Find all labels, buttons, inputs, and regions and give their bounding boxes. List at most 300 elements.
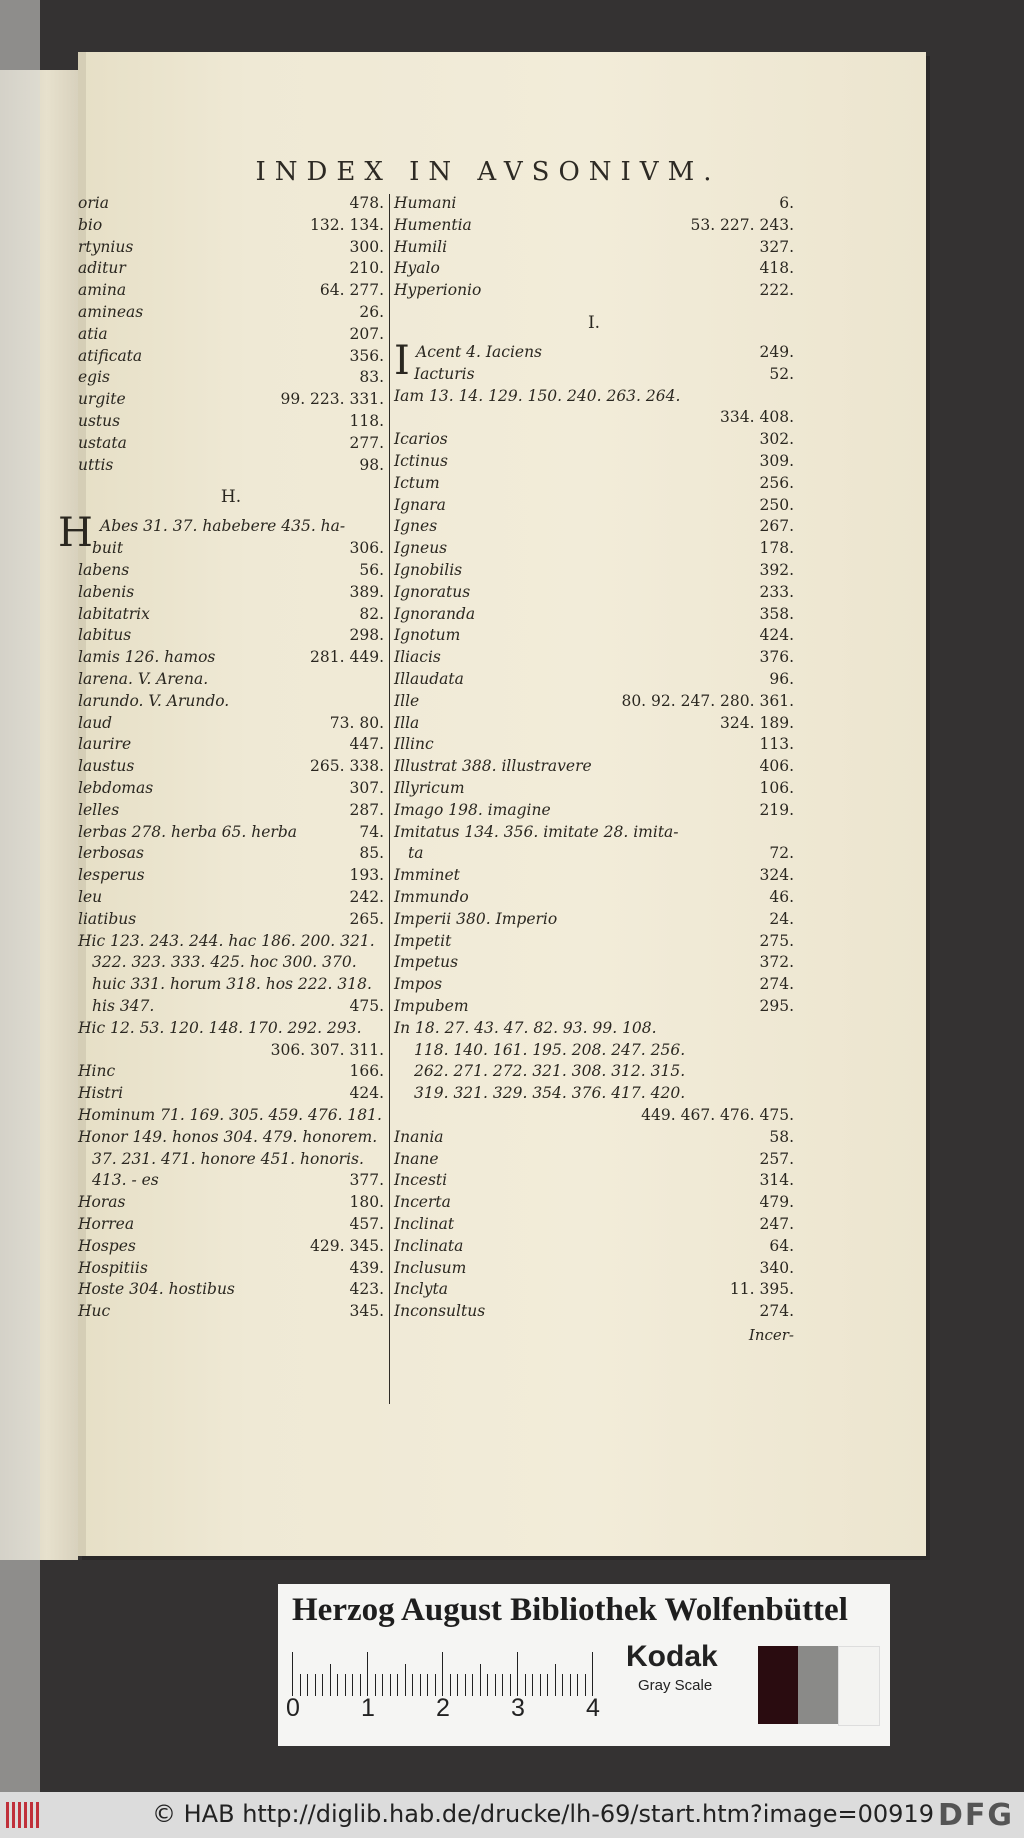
hab-logo-icon <box>6 1802 46 1828</box>
index-term: Hyalo <box>394 259 440 278</box>
index-entry <box>78 1062 384 1084</box>
index-entry <box>78 412 384 434</box>
ruler-tick <box>352 1674 353 1696</box>
index-page-refs: 267. <box>759 517 794 536</box>
footer-credit-link[interactable]: © HAB http://diglib.hab.de/drucke/lh-69/start.htm?image=00919 <box>152 1800 934 1828</box>
index-entry <box>394 953 794 975</box>
catchword: Incer- <box>748 1326 794 1344</box>
section-letter: I. <box>587 313 601 333</box>
index-entry <box>78 692 384 714</box>
ruler-tick <box>502 1674 503 1696</box>
index-page-refs: 106. <box>759 779 794 797</box>
index-term: labitus <box>78 626 132 645</box>
index-page-refs: 85. <box>359 844 384 863</box>
index-page-refs: 99. 223. 331. <box>280 390 384 409</box>
index-entry <box>78 779 384 801</box>
index-term: Impubem <box>394 997 469 1015</box>
index-term: Humani <box>394 194 457 212</box>
index-term: 37. 231. 471. honore 451. honoris. <box>92 1149 364 1168</box>
index-entry <box>394 1106 794 1128</box>
index-page-refs: 306. <box>349 539 384 558</box>
index-entry <box>78 238 384 260</box>
index-entry <box>78 670 384 692</box>
ruler-tick <box>322 1674 323 1696</box>
kodak-logo: Kodak <box>626 1640 718 1673</box>
index-term: 118. 140. 161. 195. 208. 247. 256. <box>414 1040 686 1059</box>
index-term: oria <box>78 194 109 212</box>
index-term: Ille <box>394 691 420 710</box>
ruler-tick <box>382 1674 383 1696</box>
book-page <box>58 52 926 1556</box>
index-entry <box>78 1193 384 1215</box>
index-page-refs: 64. 277. <box>319 281 384 300</box>
index-page-refs: 358. <box>759 604 794 623</box>
index-term: Immundo <box>394 888 469 906</box>
index-term: Hoste 304. hostibus <box>78 1280 235 1299</box>
index-term: Inconsultus <box>394 1302 486 1321</box>
ruler-tick <box>345 1674 346 1696</box>
index-term: Inclusum <box>394 1258 467 1277</box>
index-term: lelles <box>78 800 120 819</box>
index-page-refs: 257. <box>759 1149 794 1168</box>
index-entry <box>78 1237 384 1259</box>
index-entry <box>394 408 794 430</box>
index-term: Iam 13. 14. 129. 150. 240. 263. 264. <box>394 386 681 405</box>
index-term: Iliacis <box>394 648 441 667</box>
index-page-refs: 418. <box>759 259 794 278</box>
index-page-refs: 132. 134. <box>310 215 384 234</box>
index-term: 322. 323. 333. 425. hoc 300. 370. <box>92 953 357 972</box>
index-entry <box>394 605 794 627</box>
index-entry <box>78 325 384 347</box>
ruler-tick <box>315 1674 316 1696</box>
index-entry <box>394 844 794 866</box>
index-term: Hinc <box>78 1062 116 1081</box>
index-entry <box>394 866 794 888</box>
index-entry <box>394 692 794 714</box>
index-page-refs: 277. <box>349 433 384 452</box>
index-entry <box>394 365 794 387</box>
ruler-tick <box>570 1674 571 1696</box>
index-entry <box>78 997 384 1019</box>
ruler-tick <box>517 1652 518 1696</box>
index-entry <box>394 932 794 954</box>
index-entry <box>78 539 384 561</box>
index-page-refs: 439. <box>349 1258 384 1277</box>
index-page-refs: 424. <box>349 1084 384 1103</box>
index-page-refs: 11. 395. <box>729 1280 794 1299</box>
index-entry <box>78 757 384 779</box>
index-page-refs: 265. 338. <box>310 757 384 776</box>
index-entry <box>78 1171 384 1193</box>
index-term: Ignes <box>394 517 438 536</box>
index-term: lesperus <box>78 866 145 885</box>
index-entry <box>78 735 384 757</box>
index-term: liatibus <box>78 909 137 928</box>
index-entry <box>394 259 794 281</box>
index-entry <box>394 1215 794 1237</box>
index-entry <box>394 496 794 518</box>
index-term: labens <box>78 561 130 579</box>
index-page-refs: 345. <box>349 1302 384 1321</box>
index-term: atia <box>78 324 108 343</box>
index-page-refs: 377. <box>349 1171 384 1190</box>
color-patch-white <box>838 1646 880 1726</box>
index-entry <box>78 605 384 627</box>
ruler-tick <box>487 1674 488 1696</box>
index-entry <box>394 1019 794 1041</box>
ruler-tick <box>405 1664 406 1696</box>
index-page-refs: 74. <box>359 822 384 841</box>
index-entry <box>394 626 794 648</box>
index-page-refs: 26. <box>359 303 384 321</box>
index-page-refs: 210. <box>349 259 384 278</box>
index-page-refs: 72. <box>769 844 794 863</box>
section-letter: H. <box>220 487 242 508</box>
index-term: lebdomas <box>78 779 154 797</box>
index-term: Inania <box>394 1127 444 1146</box>
index-entry <box>394 1041 794 1063</box>
index-page-refs: 219. <box>759 800 794 819</box>
previous-page-strip <box>0 0 40 1792</box>
index-page-refs: 327. <box>759 237 794 256</box>
page-heading: INDEX IN AVSONIVM. <box>255 157 721 187</box>
index-entry <box>394 430 794 452</box>
index-page-refs: 53. 227. 243. <box>690 215 794 234</box>
index-term: Ignoranda <box>394 604 476 623</box>
index-entry <box>78 1128 384 1150</box>
index-term: Hic 12. 53. 120. 148. 170. 292. 293. <box>78 1018 362 1037</box>
ruler-tick <box>472 1674 473 1696</box>
viewer-footer <box>0 1792 1024 1838</box>
index-page-refs: 249. <box>759 343 794 361</box>
ruler-tick <box>420 1674 421 1696</box>
index-entry <box>78 932 384 954</box>
index-entry <box>78 517 384 539</box>
index-term: amineas <box>78 303 144 321</box>
ruler-tick <box>540 1674 541 1696</box>
index-term: ustus <box>78 412 121 430</box>
index-entry <box>78 194 384 216</box>
index-page-refs: 309. <box>759 452 794 470</box>
index-entry <box>78 1302 384 1324</box>
index-entry <box>394 1150 794 1172</box>
ruler-tick <box>457 1674 458 1696</box>
index-entry <box>394 281 794 303</box>
ruler-tick <box>555 1664 556 1696</box>
index-term: atificata <box>78 346 143 365</box>
index-page-refs: 180. <box>349 1193 384 1212</box>
index-entry <box>394 823 794 845</box>
index-term: Incesti <box>394 1171 448 1190</box>
index-term: Icarios <box>394 430 448 449</box>
index-entry <box>78 1084 384 1106</box>
ruler-tick <box>562 1674 563 1696</box>
index-entry <box>394 1259 794 1281</box>
index-entry <box>394 216 794 238</box>
index-entry <box>78 216 384 238</box>
ruler-tick <box>585 1674 586 1696</box>
index-page-refs: 306. 307. 311. <box>270 1040 384 1059</box>
index-entry <box>78 1106 384 1128</box>
index-term: Impetus <box>394 953 459 972</box>
index-page-refs: 429. 345. <box>310 1236 384 1255</box>
index-term: Ignotum <box>394 626 461 645</box>
index-entry <box>78 975 384 997</box>
index-page-refs: 314. <box>759 1171 794 1190</box>
index-page-refs: 392. <box>759 561 794 579</box>
index-page-refs: 64. <box>769 1236 794 1255</box>
index-entry <box>394 1280 794 1302</box>
index-entry <box>78 1259 384 1281</box>
index-term: Illa <box>394 713 420 732</box>
index-entry <box>394 583 794 605</box>
column-divider <box>389 194 390 1404</box>
index-term: aditur <box>78 259 126 278</box>
index-term: laustus <box>78 757 135 776</box>
index-entry <box>394 1062 794 1084</box>
index-page-refs: 73. 80. <box>329 713 384 732</box>
drop-capital: H <box>58 510 93 557</box>
index-term: Illyricum <box>394 779 465 797</box>
color-patch-gray <box>798 1646 838 1724</box>
index-entry <box>394 1193 794 1215</box>
index-page-refs: 242. <box>349 888 384 906</box>
index-term: lerbosas <box>78 844 144 863</box>
index-entry <box>78 347 384 369</box>
index-term: his 347. <box>92 997 155 1015</box>
index-page-refs: 302. <box>759 430 794 449</box>
index-term: Incerta <box>394 1193 451 1212</box>
index-entry <box>394 997 794 1019</box>
index-term: labitatrix <box>78 604 150 623</box>
index-term: Inclyta <box>394 1280 448 1299</box>
library-name: Herzog August Bibliothek Wolfenbüttel <box>292 1592 848 1628</box>
index-entry <box>78 561 384 583</box>
index-term: larena. V. Arena. <box>78 670 209 688</box>
index-page-refs: 334. 408. <box>720 408 794 427</box>
index-page-refs: 52. <box>769 364 794 383</box>
index-page-refs: 295. <box>759 997 794 1015</box>
index-term: laurire <box>78 735 132 754</box>
index-term: Illustrat 388. illustravere <box>394 757 592 776</box>
ruler-number: 3 <box>511 1694 525 1722</box>
index-term: bio <box>78 215 103 234</box>
index-page-refs: 46. <box>769 888 794 906</box>
index-term: Impetit <box>394 931 452 950</box>
index-entry <box>78 648 384 670</box>
index-term: Acent 4. Iaciens <box>416 343 543 361</box>
ruler-tick <box>592 1652 593 1696</box>
index-page-refs: 265. <box>349 909 384 928</box>
index-page-refs: 424. <box>759 626 794 645</box>
index-term: laud <box>78 713 113 732</box>
index-entry <box>78 953 384 975</box>
ruler-tick <box>397 1674 398 1696</box>
index-term: Iacturis <box>414 364 475 383</box>
index-term: uttis <box>78 455 114 474</box>
index-entry <box>394 474 794 496</box>
ruler-tick <box>525 1674 526 1696</box>
index-term: Histri <box>78 1084 124 1103</box>
index-page-refs: 207. <box>349 324 384 343</box>
index-term: Ignoratus <box>394 582 471 601</box>
index-page-refs: 178. <box>759 539 794 558</box>
index-term: Illinc <box>394 735 434 754</box>
index-page-refs: 449. 467. 476. 475. <box>641 1106 794 1124</box>
index-term: Inclinat <box>394 1215 455 1233</box>
ruler-tick <box>577 1674 578 1696</box>
index-entry <box>78 583 384 605</box>
index-page-refs: 324. <box>759 866 794 885</box>
index-term: Illaudata <box>394 670 464 688</box>
ruler-number: 4 <box>586 1694 600 1722</box>
index-entry <box>394 238 794 260</box>
ruler-number: 1 <box>361 1694 375 1722</box>
index-page-refs: 247. <box>759 1215 794 1233</box>
ruler-tick <box>390 1674 391 1696</box>
index-page-refs: 274. <box>759 975 794 994</box>
index-page-refs: 274. <box>759 1302 794 1321</box>
index-entry <box>78 844 384 866</box>
index-page-refs: 166. <box>349 1062 384 1081</box>
index-entry <box>394 801 794 823</box>
index-entry <box>394 910 794 932</box>
index-term: 262. 271. 272. 321. 308. 312. 315. <box>414 1062 686 1081</box>
index-term: Humentia <box>394 215 472 234</box>
index-entry <box>78 303 384 325</box>
ruler-tick <box>480 1664 481 1696</box>
index-term: lerbas 278. herba 65. herba <box>78 822 297 841</box>
ruler-number: 0 <box>286 1694 300 1722</box>
index-term: Imago 198. imagine <box>394 800 551 819</box>
index-entry <box>394 343 794 365</box>
index-term: Ignara <box>394 495 446 514</box>
index-page-refs: 423. <box>349 1280 384 1299</box>
index-entry <box>78 1041 384 1063</box>
index-entry <box>394 452 794 474</box>
index-entry <box>78 259 384 281</box>
index-entry <box>394 1084 794 1106</box>
index-page-refs: 56. <box>359 561 384 579</box>
index-term: Honor 149. honos 304. 479. honorem. <box>78 1127 378 1146</box>
index-term: Imitatus 134. 356. imitate 28. imita- <box>394 822 679 841</box>
index-page-refs: 256. <box>759 473 794 492</box>
dfg-logo: DFG <box>937 1798 1014 1833</box>
index-entry <box>394 1302 794 1324</box>
index-page-refs: 307. <box>349 779 384 797</box>
index-term: Hominum 71. 169. 305. 459. 476. 181. <box>78 1106 382 1124</box>
index-entry <box>394 779 794 801</box>
index-page-refs: 275. <box>759 931 794 950</box>
index-term: ta <box>408 844 424 863</box>
index-term: leu <box>78 888 103 906</box>
index-entry <box>78 368 384 390</box>
index-term: Hic 123. 243. 244. hac 186. 200. 321. <box>78 931 375 950</box>
index-term: 319. 321. 329. 354. 376. 417. 420. <box>414 1084 686 1103</box>
index-term: larundo. V. Arundo. <box>78 691 230 710</box>
index-page-refs: 406. <box>759 757 794 776</box>
index-entry <box>394 1128 794 1150</box>
index-entry <box>78 456 384 478</box>
index-entry <box>394 517 794 539</box>
index-term: ustata <box>78 433 127 452</box>
index-entry <box>394 888 794 910</box>
index-term: lamis 126. hamos <box>78 648 216 667</box>
ruler-tick <box>435 1674 436 1696</box>
index-page-refs: 287. <box>349 800 384 819</box>
index-page-refs: 376. <box>759 648 794 667</box>
index-entry <box>394 648 794 670</box>
index-term: Ignobilis <box>394 561 463 579</box>
index-page-refs: 478. <box>349 194 384 212</box>
index-term: Hospitiis <box>78 1258 148 1277</box>
ruler-tick <box>450 1674 451 1696</box>
index-entry <box>78 281 384 303</box>
index-term: In 18. 27. 43. 47. 82. 93. 99. 108. <box>394 1018 657 1037</box>
index-page-refs: 298. <box>349 626 384 645</box>
ruler-tick <box>465 1674 466 1696</box>
index-page-refs: 457. <box>349 1215 384 1233</box>
index-page-refs: 233. <box>759 582 794 601</box>
index-entry <box>394 1171 794 1193</box>
calibration-card <box>278 1584 890 1746</box>
index-term: Impos <box>394 975 443 994</box>
index-term: Inane <box>394 1149 439 1168</box>
index-term: rtynius <box>78 237 134 256</box>
ruler-tick <box>510 1674 511 1696</box>
index-page-refs: 113. <box>759 735 794 754</box>
index-entry <box>394 975 794 997</box>
index-entry <box>78 434 384 456</box>
index-entry <box>394 735 794 757</box>
index-term: Horrea <box>78 1215 135 1233</box>
ruler-tick <box>337 1674 338 1696</box>
index-term: egis <box>78 368 111 387</box>
index-page-refs: 82. <box>359 604 384 623</box>
measurement-ruler <box>292 1646 602 1696</box>
index-page-refs: 479. <box>759 1193 794 1212</box>
index-term: Igneus <box>394 539 448 558</box>
index-page-refs: 96. <box>769 670 794 688</box>
index-term: Horas <box>78 1193 126 1212</box>
index-entry <box>394 670 794 692</box>
index-page-refs: 389. <box>349 582 384 601</box>
index-entry <box>78 823 384 845</box>
index-entry <box>78 714 384 736</box>
ruler-tick <box>367 1652 368 1696</box>
index-term: Humili <box>394 237 448 256</box>
index-page-refs: 118. <box>349 412 384 430</box>
index-term: Imperii 380. Imperio <box>394 909 558 928</box>
index-page-refs: 58. <box>769 1127 794 1146</box>
index-entry <box>78 626 384 648</box>
ruler-tick <box>442 1652 443 1696</box>
index-entry <box>78 1150 384 1172</box>
index-entry <box>78 866 384 888</box>
ruler-number: 2 <box>436 1694 450 1722</box>
index-page-refs: 372. <box>759 953 794 972</box>
index-page-refs: 324. 189. <box>720 713 794 732</box>
ruler-tick <box>360 1674 361 1696</box>
index-page-refs: 356. <box>349 346 384 365</box>
ruler-tick <box>375 1674 376 1696</box>
ruler-tick <box>307 1674 308 1696</box>
index-entry <box>78 1019 384 1041</box>
index-page-refs: 98. <box>359 455 384 474</box>
index-entry <box>78 888 384 910</box>
index-page-refs: 340. <box>759 1258 794 1277</box>
